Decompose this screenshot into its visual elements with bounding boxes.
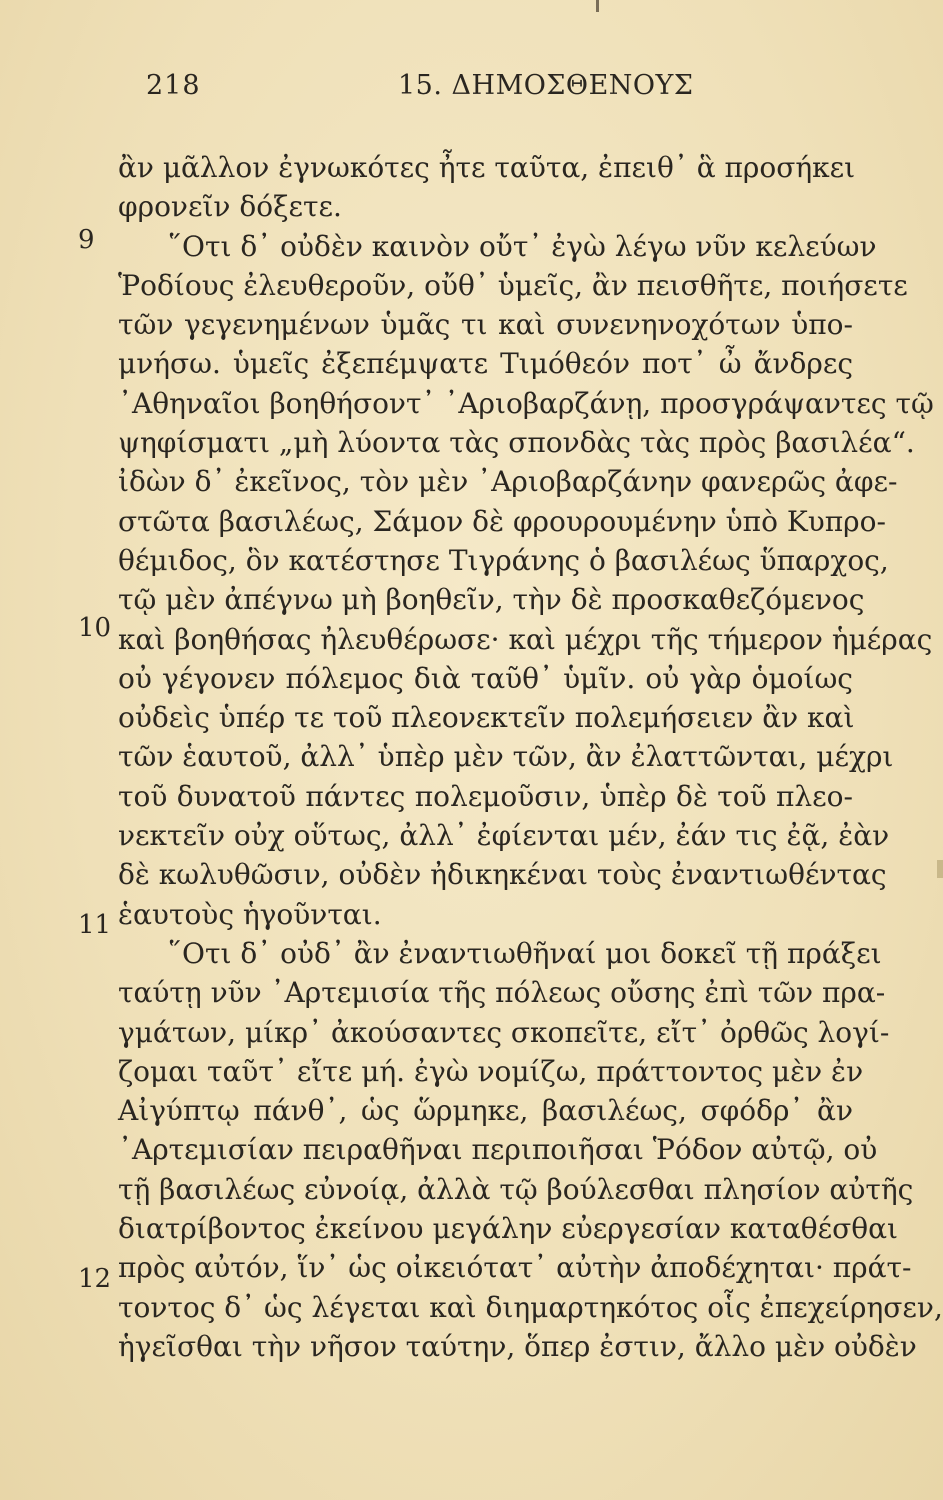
page-number: 218 [146, 70, 201, 101]
section-number-12: 12 [78, 1264, 112, 1294]
text-line: ᾽Αρτεμισίαν πειραθῆναι περιποιῆσαι Ῥόδον αὐτῷ, οὐ [118, 1133, 878, 1167]
text-line: οὐδεὶς ὑπέρ τε τοῦ πλεονεκτεῖν πολεμήσειεν ἂν καὶ [118, 701, 855, 735]
text-line: πρὸς αὐτόν, ἵν᾽ ὡς οἰκειότατ᾽ αὐτὴν ἀποδέχηται· πράτ- [118, 1251, 912, 1285]
section-number-10: 10 [78, 613, 112, 643]
text-line: ζομαι ταῦτ᾽ εἴτε μή. ἐγὼ νομίζω, πράττοντος μὲν ἐν [118, 1054, 864, 1088]
text-line: τοντος δ᾽ ὡς λέγεται καὶ διημαρτηκότος οἷς ἐπεχείρησεν, [118, 1290, 943, 1324]
text-line: μνήσω. ὑμεῖς ἐξεπέμψατε Τιμόθεόν ποτ᾽ ὦ ἄνδρες [118, 347, 853, 381]
text-line: δὲ κωλυθῶσιν, οὐδὲν ἠδικηκέναι τοὺς ἐναντιωθέντας [118, 858, 887, 892]
text-line: καὶ βοηθήσας ἠλευθέρωσε· καὶ μέχρι τῆς τήμερον ἡμέρας [118, 622, 933, 656]
text-line: ταύτῃ νῦν ᾽Αρτεμισία τῆς πόλεως οὔσης ἐπὶ τῶν πρα- [118, 976, 886, 1010]
text-line: θέμιδος, ὃν κατέστησε Τιγράνης ὁ βασιλέως ὕπαρχος, [118, 543, 889, 577]
text-line: διατρίβοντος ἐκείνου μεγάλην εὐεργεσίαν καταθέσθαι [118, 1212, 898, 1246]
section-number-11: 11 [78, 910, 112, 940]
text-line: νεκτεῖν οὐχ οὕτως, ἀλλ᾽ ἐφίενται μέν, ἐάν τις ἐᾷ, ἐὰν [118, 819, 890, 853]
text-line: οὐ γέγονεν πόλεμος διὰ ταῦθ᾽ ὑμῖν. οὐ γὰρ ὁμοίως [118, 661, 853, 695]
text-line: Αἰγύπτῳ πάνθ᾽, ὡς ὥρμηκε, βασιλέως, σφόδρ᾽ ἂν [118, 1094, 853, 1128]
text-line: ψηφίσματι „μὴ λύοντα τὰς σπονδὰς τὰς πρὸς βασιλέα“. [118, 426, 915, 460]
body-text [118, 148, 943, 1366]
text-line: Ῥοδίους ἐλευθεροῦν, οὔθ᾽ ὑμεῖς, ἂν πεισθῆτε, ποιήσετε [118, 268, 908, 302]
text-line: ἰδὼν δ᾽ ἐκεῖνος, τὸν μὲν ᾽Αριοβαρζάνην φανερῶς ἀφε- [118, 465, 898, 499]
printer-mark [596, 0, 599, 12]
section-number-9: 9 [78, 225, 95, 255]
page-header [0, 70, 943, 110]
text-line: ἂν μᾶλλον ἐγνωκότες ἦτε ταῦτα, ἐπειθ᾽ ἃ προσήκει [118, 151, 856, 184]
text-line: ἑαυτοὺς ἡγοῦνται. [118, 897, 382, 931]
text-line: γμάτων, μίκρ᾽ ἀκούσαντες σκοπεῖτε, εἴτ᾽ ὀρθῶς λογί- [118, 1015, 890, 1049]
text-line: ᾽Αθηναῖοι βοηθήσοντ᾽ ᾽Αριοβαρζάνῃ, προσγράψαντες τῷ [118, 386, 934, 420]
page-edge-mark [937, 860, 943, 878]
text-line: τῇ βασιλέως εὐνοίᾳ, ἀλλὰ τῷ βούλεσθαι πλησίον αὐτῆς [118, 1172, 914, 1206]
text-line: φρονεῖν δόξετε. [118, 190, 342, 224]
text-line: τῶν γεγενημένων ὑμᾶς τι καὶ συνενηνοχότων ὑπο- [118, 308, 853, 342]
running-title: 15. ΔΗΜΟΣΘΕΝΟΥΣ [398, 70, 694, 101]
text-line: ῞Οτι δ᾽ οὐδ᾽ ἂν ἐναντιωθῆναί μοι δοκεῖ τῇ πράξει [168, 936, 882, 970]
text-line: στῶτα βασιλέως, Σάμον δὲ φρουρουμένην ὑπὸ Κυπρο- [118, 504, 886, 538]
text-line: τῷ μὲν ἀπέγνω μὴ βοηθεῖν, τὴν δὲ προσκαθεζόμενος [118, 583, 865, 617]
text-line: τῶν ἑαυτοῦ, ἀλλ᾽ ὑπὲρ μὲν τῶν, ἂν ἐλαττῶνται, μέχρι [118, 740, 894, 774]
text-line: τοῦ δυνατοῦ πάντες πολεμοῦσιν, ὑπὲρ δὲ τοῦ πλεο- [118, 779, 853, 813]
text-line: ῞Οτι δ᾽ οὐδὲν καινὸν οὔτ᾽ ἐγὼ λέγω νῦν κελεύων [168, 229, 877, 263]
text-line: ἡγεῖσθαι τὴν νῆσον ταύτην, ὅπερ ἐστιν, ἄλλο μὲν οὐδὲν [118, 1329, 917, 1363]
